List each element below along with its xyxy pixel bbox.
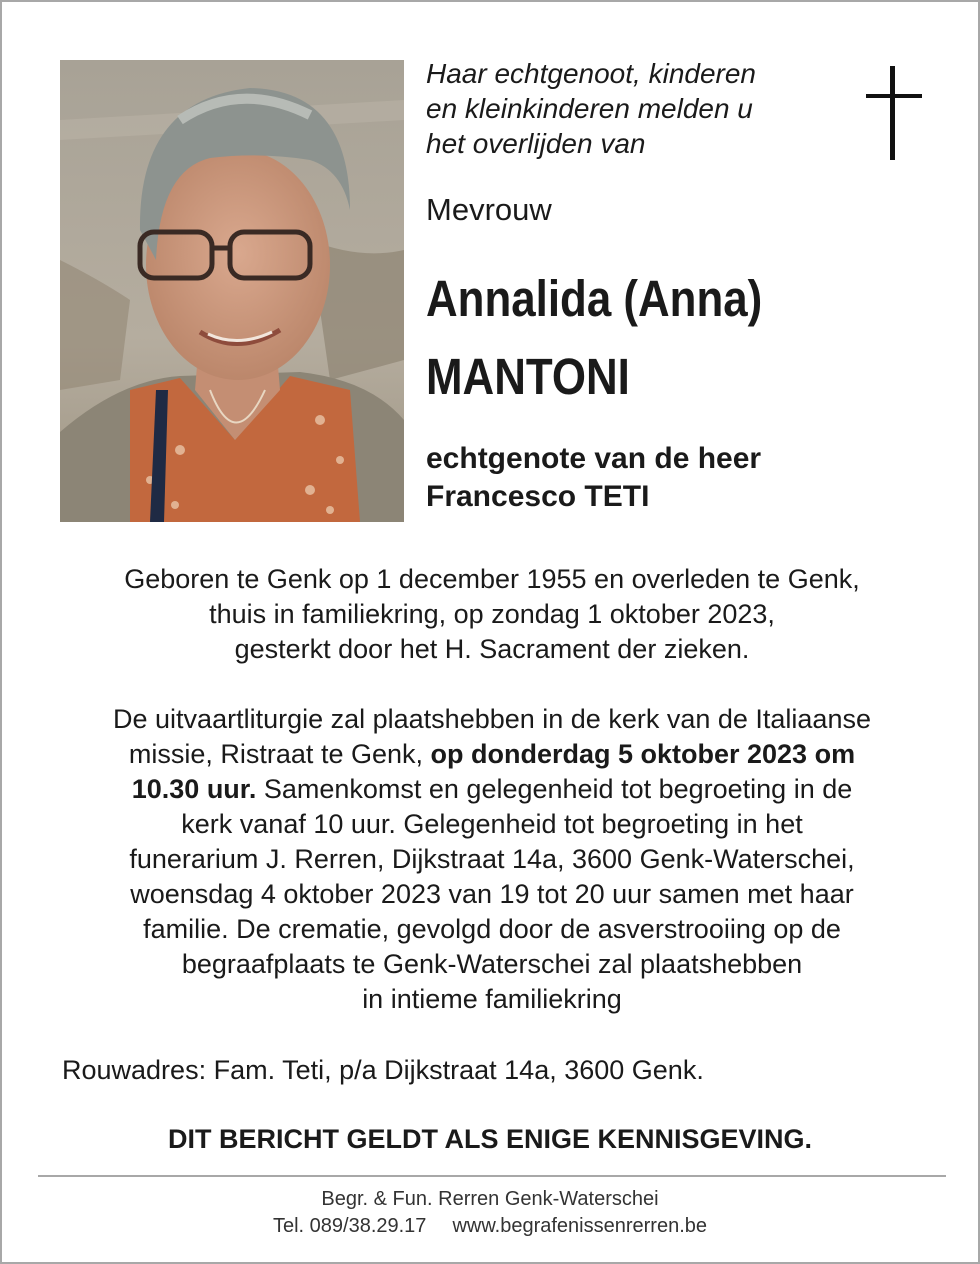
footer bbox=[2, 1186, 978, 1240]
divider bbox=[38, 1175, 946, 1177]
portrait-photo bbox=[60, 60, 404, 522]
liturgy-line: woensdag 4 oktober 2023 van 19 tot 20 uur samen met haar bbox=[130, 879, 854, 909]
birth-line: thuis in familiekring, op zondag 1 oktober 2023, bbox=[209, 599, 775, 629]
liturgy-line: kerk vanaf 10 uur. Gelegenheid tot begroeting in het bbox=[181, 809, 803, 839]
footer-phone: Tel. 089/38.29.17 bbox=[272, 1215, 427, 1237]
announcement-intro bbox=[426, 56, 846, 161]
spouse-name: Francesco TETI bbox=[426, 480, 650, 513]
intro-line: het overlijden van bbox=[426, 128, 646, 159]
birth-line: Geboren te Genk op 1 december 1955 en overleden te Genk, bbox=[124, 564, 860, 594]
footer-contact bbox=[2, 1213, 978, 1240]
liturgy-text: missie, Ristraat te Genk, bbox=[128, 739, 431, 769]
spouse-line: echtgenote van de heer bbox=[426, 442, 762, 475]
footer-website[interactable]: www.begrafenissenrerren.be bbox=[452, 1215, 708, 1237]
spouse-info bbox=[426, 440, 761, 516]
liturgy-line: funerarium J. Rerren, Dijkstraat 14a, 3600 Genk-Waterschei, bbox=[129, 844, 855, 874]
intro-line: Haar echtgenoot, kinderen bbox=[426, 58, 756, 89]
intro-line: en kleinkinderen melden u bbox=[426, 93, 753, 124]
footer-company: Begr. & Fun. Rerren Genk-Waterschei bbox=[321, 1188, 659, 1210]
first-name: Annalida (Anna) bbox=[426, 270, 763, 327]
liturgy-time: 10.30 uur. bbox=[131, 774, 257, 804]
birth-paragraph bbox=[42, 562, 942, 667]
last-name: MANTONI bbox=[426, 348, 630, 405]
liturgy-line bbox=[42, 737, 942, 772]
cross-icon bbox=[866, 66, 922, 160]
liturgy-paragraph bbox=[42, 702, 942, 1017]
liturgy-line: begraafplaats te Genk-Waterschei zal plaatshebben bbox=[181, 949, 803, 979]
liturgy-line: De uitvaartliturgie zal plaatshebben in de kerk van de Italiaanse bbox=[113, 704, 871, 734]
deceased-name bbox=[426, 260, 762, 416]
birth-line: gesterkt door het H. Sacrament der zieken. bbox=[234, 634, 750, 664]
liturgy-line: in intieme familiekring bbox=[362, 984, 622, 1014]
liturgy-date: op donderdag 5 oktober 2023 om bbox=[430, 739, 856, 769]
liturgy-line bbox=[42, 772, 942, 807]
notice-statement: DIT BERICHT GELDT ALS ENIGE KENNISGEVING. bbox=[167, 1124, 813, 1154]
liturgy-text: Samenkomst en gelegenheid tot begroeting in de bbox=[256, 774, 853, 804]
liturgy-line: familie. De crematie, gevolgd door de asverstrooiing op de bbox=[143, 914, 841, 944]
mourning-address: Rouwadres: Fam. Teti, p/a Dijkstraat 14a, 3600 Genk. bbox=[62, 1055, 704, 1085]
deceased-title: Mevrouw bbox=[426, 192, 552, 227]
